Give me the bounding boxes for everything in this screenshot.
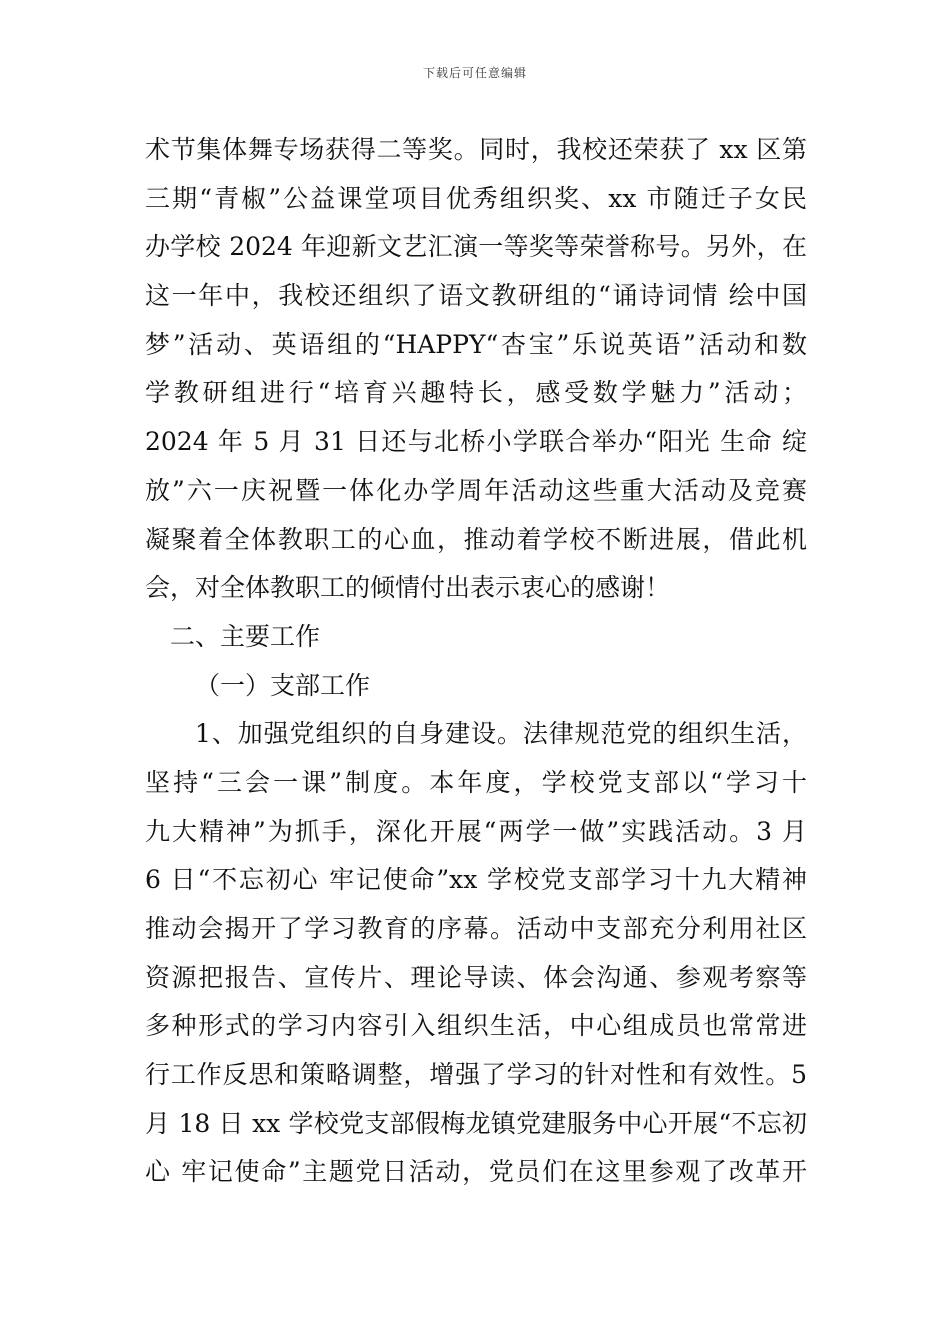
body-line: 放”六一庆祝暨一体化办学周年活动这些重大活动及竞赛 [145, 475, 807, 505]
paragraph-line: 资源把报告、宣传片、理论导读、体会沟通、参观考察等 [145, 962, 807, 992]
page-header: 下载后可任意编辑 [422, 66, 527, 80]
document-body [145, 126, 807, 1197]
paragraph-line: 坚持“三会一课”制度。本年度，学校党支部以“学习十 [145, 767, 807, 797]
paragraph-line: 九大精神”为抓手，深化开展“两学一做”实践活动。3 月 [145, 816, 807, 846]
body-line: 2024 年 5 月 31 日还与北桥小学联合举办“阳光 生命 绽 [145, 427, 807, 457]
paragraph-line: 多种形式的学习内容引入组织生活，中心组成员也常常进 [145, 1011, 807, 1041]
paragraph-line: 月 18 日 xx 学校党支部假梅龙镇党建服务中心开展“不忘初 [145, 1108, 807, 1138]
body-line: 凝聚着全体教职工的心血，推动着学校不断进展，借此机 [145, 524, 807, 554]
body-line: 梦”活动、英语组的“HAPPY“杏宝”乐说英语”活动和数 [145, 329, 807, 359]
paragraph-line: 推动会揭开了学习教育的序幕。活动中支部充分利用社区 [145, 914, 807, 943]
body-line: 这一年中，我校还组织了语文教研组的“诵诗词情 绘中国 [145, 281, 807, 311]
section-heading: 二、主要工作 [170, 621, 321, 651]
body-line: 办学校 2024 年迎新文艺汇演一等奖等荣誉称号。另外，在 [145, 232, 807, 262]
body-line: 三期“青椒”公益课堂项目优秀组织奖、xx 市随迁子女民 [145, 183, 807, 213]
body-line: 学教研组进行“培育兴趣特长，感受数学魅力”活动； [145, 378, 807, 408]
paragraph-line: 心 牢记使命”主题党日活动，党员们在这里参观了改革开 [145, 1157, 807, 1187]
paragraph-line: 6 日“不忘初心 牢记使命”xx 学校党支部学习十九大精神 [145, 865, 807, 895]
body-line: 术节集体舞专场获得二等奖。同时，我校还荣获了 xx 区第 [145, 135, 807, 164]
body-line: 会，对全体教职工的倾情付出表示衷心的感谢！ [145, 573, 671, 603]
paragraph-line: 1、加强党组织的自身建设。法律规范党的组织生活， [195, 719, 807, 749]
subsection-heading: （一）支部工作 [195, 670, 371, 700]
paragraph-line: 行工作反思和策略调整，增强了学习的针对性和有效性。5 [145, 1060, 807, 1090]
